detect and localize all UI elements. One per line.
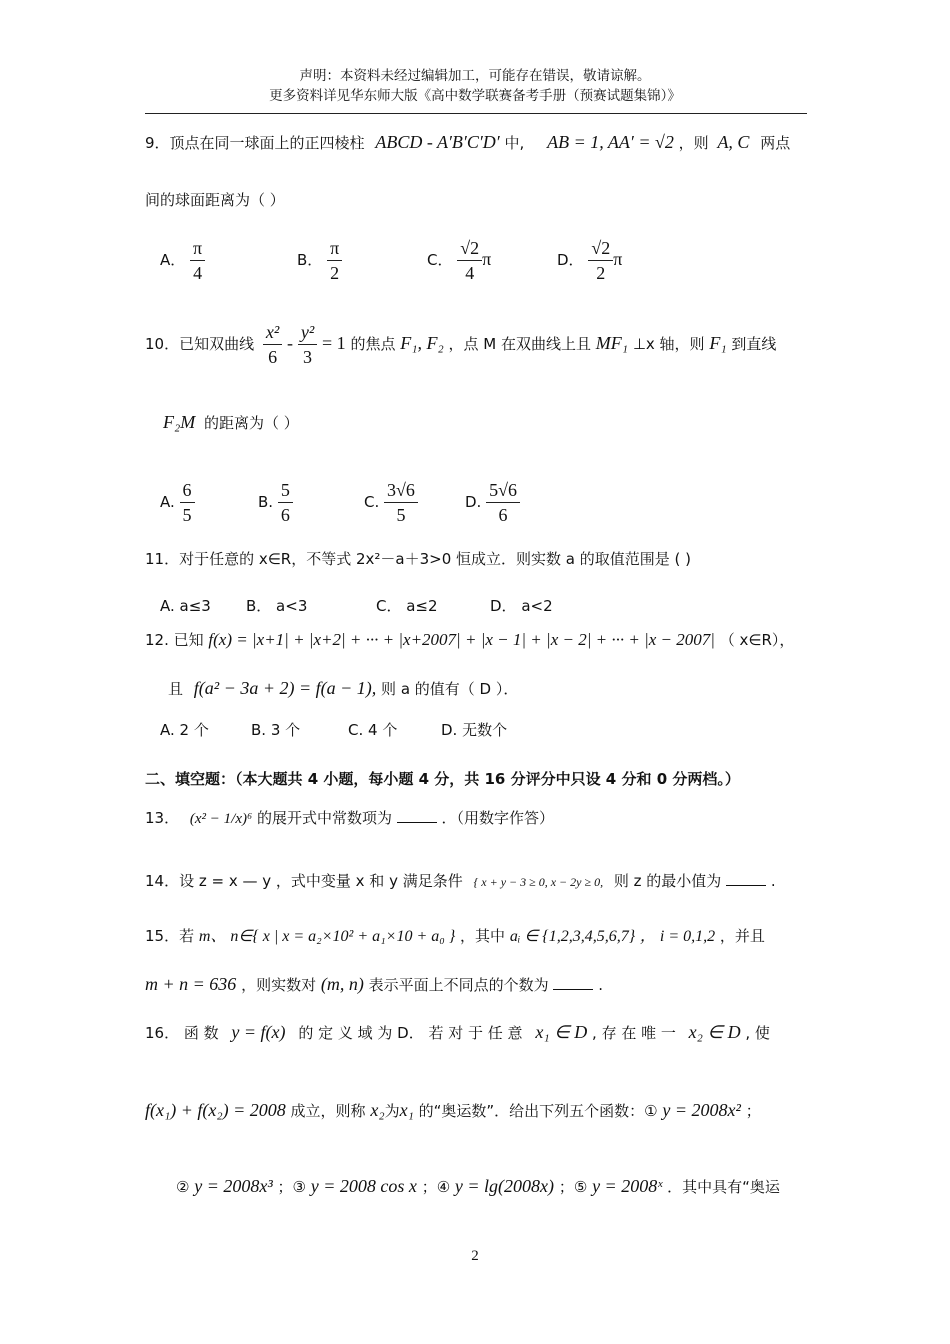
q16-equation: f(x₁) + f(x₂) = 2008	[145, 1100, 286, 1120]
q9-option-a-fraction: $\frac{\pi}{4}$	[190, 236, 205, 285]
q13-expression: (x² − 1/x)⁶	[189, 811, 253, 827]
q12-l2-lead: 且	[168, 680, 184, 698]
q16-func-4: y = lg(2008x)	[454, 1176, 555, 1196]
question-14	[145, 871, 776, 892]
q10-option-a	[160, 478, 195, 527]
q16-l2-text1: 成立，则称	[290, 1102, 366, 1120]
q12-option-b: B. 3 个	[251, 721, 301, 739]
q10-mf: MF₁	[595, 333, 629, 353]
question-15-line-2	[145, 974, 603, 995]
q15-l2-math: m + n = 636	[145, 974, 237, 994]
q10-mid4: 到直线	[731, 335, 777, 353]
q10-option-b	[258, 478, 293, 527]
header-rule	[145, 113, 807, 114]
q9-option-c-label: C．	[427, 251, 453, 269]
q16-circle-4: ；④	[421, 1178, 451, 1196]
question-16-line-1	[145, 1022, 770, 1043]
q16-l2-text2: 的“奥运数”．给出下列五个函数：①	[418, 1102, 658, 1120]
q13-lead: 13．	[145, 809, 180, 827]
q9-condition: AB = 1, AA′ = √2	[547, 132, 674, 152]
q10-option-c-label: C.	[364, 493, 380, 511]
q16-text1: 的 定 义 域 为 D． 若 对 于 任 意	[298, 1024, 523, 1042]
q14-answer-blank[interactable]	[726, 871, 766, 886]
q9-option-d: D． $\frac{√2}{2}$ π	[557, 238, 623, 283]
question-16-line-3	[176, 1176, 780, 1197]
q10-foci: F₁, F₂	[400, 333, 444, 353]
header-line-2: 更多资料详见华东师大版《高中数学联赛备考手册（预赛试题集锦）》	[269, 88, 681, 104]
q10-f2m: F₂M	[163, 412, 196, 432]
q10-option-a-label: A.	[160, 493, 175, 511]
q15-lead: 15．若	[145, 927, 195, 945]
q13-text: 的展开式中常数项为	[256, 809, 392, 827]
question-9-line-2: 间的球面距离为（ ）	[145, 191, 285, 209]
q16-func-3: y = 2008 cos x	[310, 1176, 417, 1196]
q9-option-d-label: D．	[557, 251, 584, 269]
q16-x1: x₁ ∈ D	[535, 1022, 588, 1042]
q12-option-d: D. 无数个	[441, 721, 508, 739]
q15-mid: ，其中	[460, 927, 506, 945]
q12-domain: （ x∈R），	[719, 631, 795, 649]
q9-mid: 中,	[504, 134, 525, 152]
q10-option-b-label: B.	[258, 493, 274, 511]
q10-mid1: 的焦点	[350, 335, 396, 353]
q12-lead: 12. 已知	[145, 631, 204, 649]
q14-tail: 则 z 的最小值为	[613, 872, 722, 890]
q15-l2-text1: ，则实数对	[241, 976, 317, 994]
q10-eq-y: $\frac{\text{y²}}{3}$	[298, 320, 317, 369]
q9-then: ，则	[678, 134, 709, 152]
q16-circle-2: ②	[176, 1178, 190, 1196]
question-15-line-1	[145, 926, 765, 947]
q10-option-c-fraction: $\frac{3√6}{5}$	[384, 478, 418, 527]
q9-option-b-label: B．	[297, 251, 323, 269]
q12-l2-text: 则 a 的值有（ D ）．	[381, 680, 519, 698]
q12-l2-math: f(a² − 3a + 2) = f(a − 1),	[193, 678, 377, 698]
q15-index: ， i = 0,1,2	[639, 928, 716, 945]
q10-f1: F₁	[709, 333, 727, 353]
q9-points: A, C	[717, 132, 750, 152]
q16-circle-3: ；③	[277, 1178, 306, 1196]
question-10-line-2	[163, 412, 299, 433]
q9-option-b-fraction: $\frac{\pi}{2}$	[327, 236, 342, 285]
q12-formula: f(x) = |x+1| + |x+2| + ··· + |x+2007| + |x − 1| + |x − 2| + ··· + |x − 2007|	[208, 630, 715, 649]
q9-prism: ABCD - A′B′C′D′	[375, 132, 500, 152]
q9-option-d-fraction: $\frac{√2}{2}$	[588, 236, 613, 285]
question-12-line-1	[145, 630, 794, 650]
question-13	[145, 808, 554, 829]
q15-tail: ，并且	[719, 927, 765, 945]
q9-option-c: C． $\frac{√2}{4}$ π	[427, 238, 492, 283]
q14-end: .	[770, 872, 776, 890]
q10-option-a-fraction: $\frac{6}{5}$	[180, 478, 195, 527]
q11-option-c: C． a≤2	[376, 597, 438, 615]
q16-l2-wei: 为	[384, 1102, 400, 1120]
q16-lead: 16． 函 数	[145, 1024, 219, 1042]
q15-ai: aᵢ ∈ {1,2,3,4,5,6,7}	[509, 928, 636, 945]
q9-lead: 9．顶点在同一球面上的正四棱柱	[145, 134, 365, 152]
q10-option-c	[364, 478, 418, 527]
q11-option-b: B． a<3	[246, 597, 308, 615]
q10-line2-text: 的距离为（ ）	[204, 414, 299, 432]
q16-function: y = f(x)	[231, 1022, 286, 1042]
q10-mid3: ⊥x 轴，则	[632, 335, 705, 353]
q16-l2-x1: x₁	[399, 1100, 414, 1120]
q16-text2: , 存 在 唯 一	[592, 1024, 676, 1042]
q15-set: m、 n∈{ x | x = a₂×10² + a₁×10 + a₀ }	[198, 928, 456, 945]
q16-l3-tail: ．其中具有“奥运	[667, 1178, 780, 1196]
q16-func-2: y = 2008x³	[194, 1176, 273, 1196]
q10-option-d-label: D.	[465, 493, 482, 511]
header-line-1: 声明：本资料未经过编辑加工，可能存在错误，敬请谅解。	[299, 68, 651, 84]
q16-x2: x₂ ∈ D	[688, 1022, 741, 1042]
q15-answer-blank[interactable]	[553, 975, 593, 990]
q16-text3: , 使	[745, 1024, 770, 1042]
q15-pair: (m, n)	[320, 974, 364, 994]
q15-l2-text2: 表示平面上不同点的个数为	[368, 976, 549, 994]
q9-option-a-label: A．	[160, 251, 186, 269]
question-12-line-2	[168, 678, 518, 699]
q11-option-d: D． a<2	[490, 597, 553, 615]
question-10-line-1: 10．已知双曲线 $\frac{\text{x²}}{6}$ - $\frac{\text{y²}}{3}$ = 1 的焦点 F₁, F₂ ，点 M 在双曲线上且 MF₁ ⊥x 轴，则 F₁ 到直线	[145, 322, 777, 367]
q10-option-d-fraction: $\frac{5√6}{6}$	[486, 478, 520, 527]
q10-option-b-fraction: $\frac{5}{6}$	[278, 478, 293, 527]
q15-l2-end: .	[598, 976, 604, 994]
q16-func-5: y = 2008ˣ	[592, 1176, 663, 1196]
page-number: 2	[471, 1248, 479, 1264]
q9-option-c-fraction: $\frac{√2}{4}$	[457, 236, 482, 285]
q9-option-b	[297, 236, 342, 285]
q9-tail: 两点	[760, 134, 791, 152]
q12-option-a: A. 2 个	[160, 721, 209, 739]
q13-answer-blank[interactable]	[397, 808, 437, 823]
q16-circle-5: ；⑤	[558, 1178, 588, 1196]
question-11: 11．对于任意的 x∈R，不等式 2x²－a＋3>0 恒成立．则实数 a 的取值范围是 ( )	[145, 550, 692, 568]
q10-eq-x: $\frac{\text{x²}}{6}$	[263, 320, 282, 369]
q10-mid2: ，点 M 在双曲线上且	[448, 335, 592, 353]
q16-l2-x2: x₂	[370, 1100, 385, 1120]
q9-option-a	[160, 236, 205, 285]
q14-system: { x + y − 3 ≥ 0, x − 2y ≥ 0,	[473, 875, 604, 889]
q11-option-a: A. a≤3	[160, 597, 211, 615]
question-9-line-1	[145, 132, 790, 153]
question-16-line-2	[145, 1100, 761, 1121]
q13-tail: ．（用数字作答）	[441, 809, 555, 827]
q16-l2-end: ；	[745, 1102, 761, 1120]
section-2-heading: 二、填空题：（本大题共 4 小题，每小题 4 分，共 16 分评分中只设 4 分和 0 分两档。）	[145, 770, 740, 788]
q10-option-d	[465, 478, 520, 527]
q16-func-1: y = 2008x²	[662, 1100, 741, 1120]
q10-lead: 10．已知双曲线	[145, 335, 255, 353]
q12-option-c: C. 4 个	[348, 721, 398, 739]
q14-text: 14．设 z = x — y ，式中变量 x 和 y 满足条件	[145, 872, 463, 890]
q10-eq-tail: = 1	[322, 333, 346, 353]
